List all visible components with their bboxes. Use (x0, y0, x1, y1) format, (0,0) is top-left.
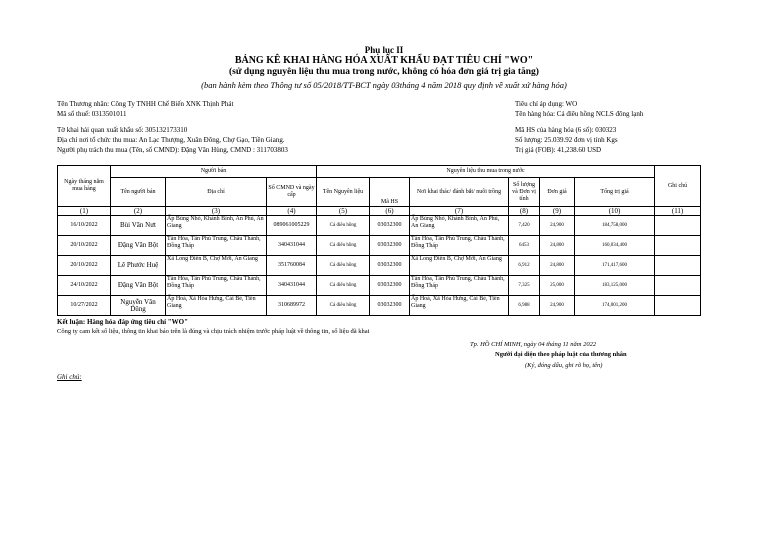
column-number-row (58, 207, 701, 216)
cell-hs: 03032300 (370, 256, 410, 276)
cell-qty: 7,420 (509, 216, 540, 236)
cell-material: Cá điêu hồng (317, 216, 370, 236)
col-number: (3) (166, 207, 267, 216)
cell-material: Cá điêu hồng (317, 296, 370, 316)
cell-note (655, 276, 701, 296)
cell-note (655, 296, 701, 316)
cell-origin: Ấp Bùng Nhỏ, Khánh Bình, An Phú, An Giang (410, 216, 509, 236)
cell-address: Ấp Bùng Nhỏ, Khánh Bình, An Phú, An Giang (166, 216, 267, 236)
cell-origin: Tân Hòa, Tân Phú Trung, Châu Thành, Đồng Tháp (410, 236, 509, 256)
header-price: Đơn giá (540, 178, 575, 207)
cell-id: 340431044 (267, 276, 317, 296)
document-note: (ban hành kèm theo Thông tư số 05/2018/TT-BCT ngày 03tháng 4 năm 2018 quy định về xuất xứ hàng hóa) (201, 80, 567, 90)
header-hs: Mã HS (370, 178, 410, 207)
merchant-name: Tên Thương nhân: Công Ty TNHH Chế Biến XNK Thịnh Phát (57, 100, 234, 108)
header-material-group: Nguyên liệu thu mua trong nước (317, 166, 655, 178)
cell-total: 171,417,600 (575, 256, 655, 276)
goods-info (515, 99, 643, 155)
cell-price: 24,900 (540, 216, 575, 236)
customs-declaration: Tờ khai hải quan xuất khẩu số: 305132173310 (57, 126, 188, 134)
tax-code: Mã số thuế: 0313501011 (57, 110, 127, 118)
cell-price: 24,800 (540, 256, 575, 276)
cell-note (655, 256, 701, 276)
col-number: (5) (317, 207, 370, 216)
cell-total: 184,758,000 (575, 216, 655, 236)
cell-id: 340431044 (267, 236, 317, 256)
cell-seller: Đặng Văn Bột (111, 236, 166, 256)
quantity: Số lượng: 25.039.92 đơn vị tính Kgs (515, 136, 618, 144)
place-date: Tp. HỒ CHÍ MINH, ngày 04 tháng 11 năm 2022 (470, 341, 597, 348)
table-row (58, 296, 701, 316)
fob-value: Trị giá (FOB): 41,238.60 USD (515, 146, 602, 154)
cell-date: 20/10/2022 (58, 256, 111, 276)
cell-material: Cá điêu hồng (317, 256, 370, 276)
cell-address: Tân Hòa, Tân Phú Trung, Châu Thành, Đồng Tháp (166, 276, 267, 296)
col-number: (6) (370, 207, 410, 216)
cell-address: Ấp Hoà, Xã Hòa Hưng, Cái Bè, Tiền Giang (166, 296, 267, 316)
cell-price: 24,900 (540, 296, 575, 316)
hs-code: Mã HS của hàng hóa (6 số): 030323 (515, 126, 617, 134)
cell-date: 10/27/2022 (58, 296, 111, 316)
header-qty: Số lượng và Đơn vị tính (509, 178, 540, 207)
header-seller-name: Tên người bán (111, 178, 166, 207)
cell-total: 174,001,200 (575, 296, 655, 316)
header-address: Địa chỉ (166, 178, 267, 207)
purchase-table (57, 165, 701, 316)
col-number: (11) (655, 207, 701, 216)
cell-date: 20/10/2022 (58, 236, 111, 256)
cell-hs: 03032300 (370, 236, 410, 256)
commitment: Công ty cam kết số liệu, thông tin khai báo trên là đúng và chịu trách nhiệm trước pháp luật về thông tin, số liệu đã khai (57, 328, 370, 335)
cell-material: Cá điêu hồng (317, 276, 370, 296)
cell-qty: 6,912 (509, 256, 540, 276)
cell-hs: 03032300 (370, 296, 410, 316)
criteria: Tiêu chí áp dụng: WO (515, 100, 578, 108)
cell-qty: 6453 (509, 236, 540, 256)
cell-origin: Tân Hòa, Tân Phú Trung, Châu Thành, Đồng Tháp (410, 276, 509, 296)
header-material-name: Tên Nguyên liệu (317, 178, 370, 207)
cell-seller: Bùi Văn Nưt (111, 216, 166, 236)
col-number: (4) (267, 207, 317, 216)
appendix-label: Phụ lục II (364, 45, 404, 55)
cell-note (655, 236, 701, 256)
header-origin: Nơi khai thác/ đánh bắt/ nuôi trồng (410, 178, 509, 207)
document-subtitle: (sử dụng nguyên liệu thu mua trong nước, không có hóa đơn giá trị gia tăng) (229, 67, 539, 77)
cell-address: Tân Hòa, Tân Phú Trung, Châu Thành, Đồng Tháp (166, 236, 267, 256)
col-number: (1) (58, 207, 111, 216)
cell-hs: 03032300 (370, 276, 410, 296)
cell-price: 24,800 (540, 236, 575, 256)
cell-date: 16/10/2022 (58, 216, 111, 236)
cell-id: 351760084 (267, 256, 317, 276)
col-number: (2) (111, 207, 166, 216)
header-seller-group: Người bán (111, 166, 317, 178)
cell-qty: 7,325 (509, 276, 540, 296)
cell-origin: Ấp Hoà, Xã Hòa Hưng, Cái Bè, Tiền Giang (410, 296, 509, 316)
cell-seller: Lê Phước Huệ (111, 256, 166, 276)
col-number: (8) (509, 207, 540, 216)
header-id: Số CMND và ngày cấp (267, 178, 317, 207)
table-row (58, 216, 701, 236)
cell-note (655, 216, 701, 236)
sign-note: (Ký, đóng dấu, ghi rõ họ, tên) (525, 362, 603, 369)
table-row (58, 256, 701, 276)
cell-price: 25,000 (540, 276, 575, 296)
cell-material: Cá điêu hồng (317, 236, 370, 256)
signer-title: Người đại diện theo pháp luật của thương nhân (495, 351, 627, 358)
notes-label: Ghi chú: (57, 373, 82, 381)
cell-address: Xã Long Điền B, Chợ Mới, An Giang (166, 256, 267, 276)
goods-name: Tên hàng hóa: Cá điêu hồng NCLS đông lạnh (515, 110, 644, 118)
col-number: (9) (540, 207, 575, 216)
cell-seller: Đặng Văn Bột (111, 276, 166, 296)
document-title: BẢNG KÊ KHAI HÀNG HÓA XUẤT KHẨU ĐẠT TIÊU CHÍ "WO" (234, 55, 534, 66)
header-date: Ngày tháng năm mua hàng (58, 166, 111, 207)
cell-origin: Xã Long Điền B, Chợ Mới, An Giang (410, 256, 509, 276)
cell-seller: Nguyễn Văn Dũng (111, 296, 166, 316)
cell-id: 310689972 (267, 296, 317, 316)
col-number: (10) (575, 207, 655, 216)
purchase-manager: Người phụ trách thu mua (Tên, số CMND): Đặng Văn Hùng, CMND : 311703803 (57, 146, 288, 154)
header-total: Tổng trị giá (575, 178, 655, 207)
cell-total: 160,034,400 (575, 236, 655, 256)
cell-qty: 6,988 (509, 296, 540, 316)
table-row (58, 236, 701, 256)
cell-hs: 03032300 (370, 216, 410, 236)
cell-date: 24/10/2022 (58, 276, 111, 296)
cell-total: 183,125,000 (575, 276, 655, 296)
header-note: Ghi chú (655, 166, 701, 207)
merchant-info (57, 99, 288, 155)
purchase-address: Địa chỉ nơi tổ chức thu mua: An Lạc Thượng, Xuân Đông, Chợ Gạo, Tiền Giang. (57, 136, 285, 144)
table-row (58, 276, 701, 296)
col-number: (7) (410, 207, 509, 216)
cell-id: 089061005229 (267, 216, 317, 236)
conclusion: Kết luận: Hàng hóa đáp ứng tiêu chí "WO" (57, 318, 188, 326)
